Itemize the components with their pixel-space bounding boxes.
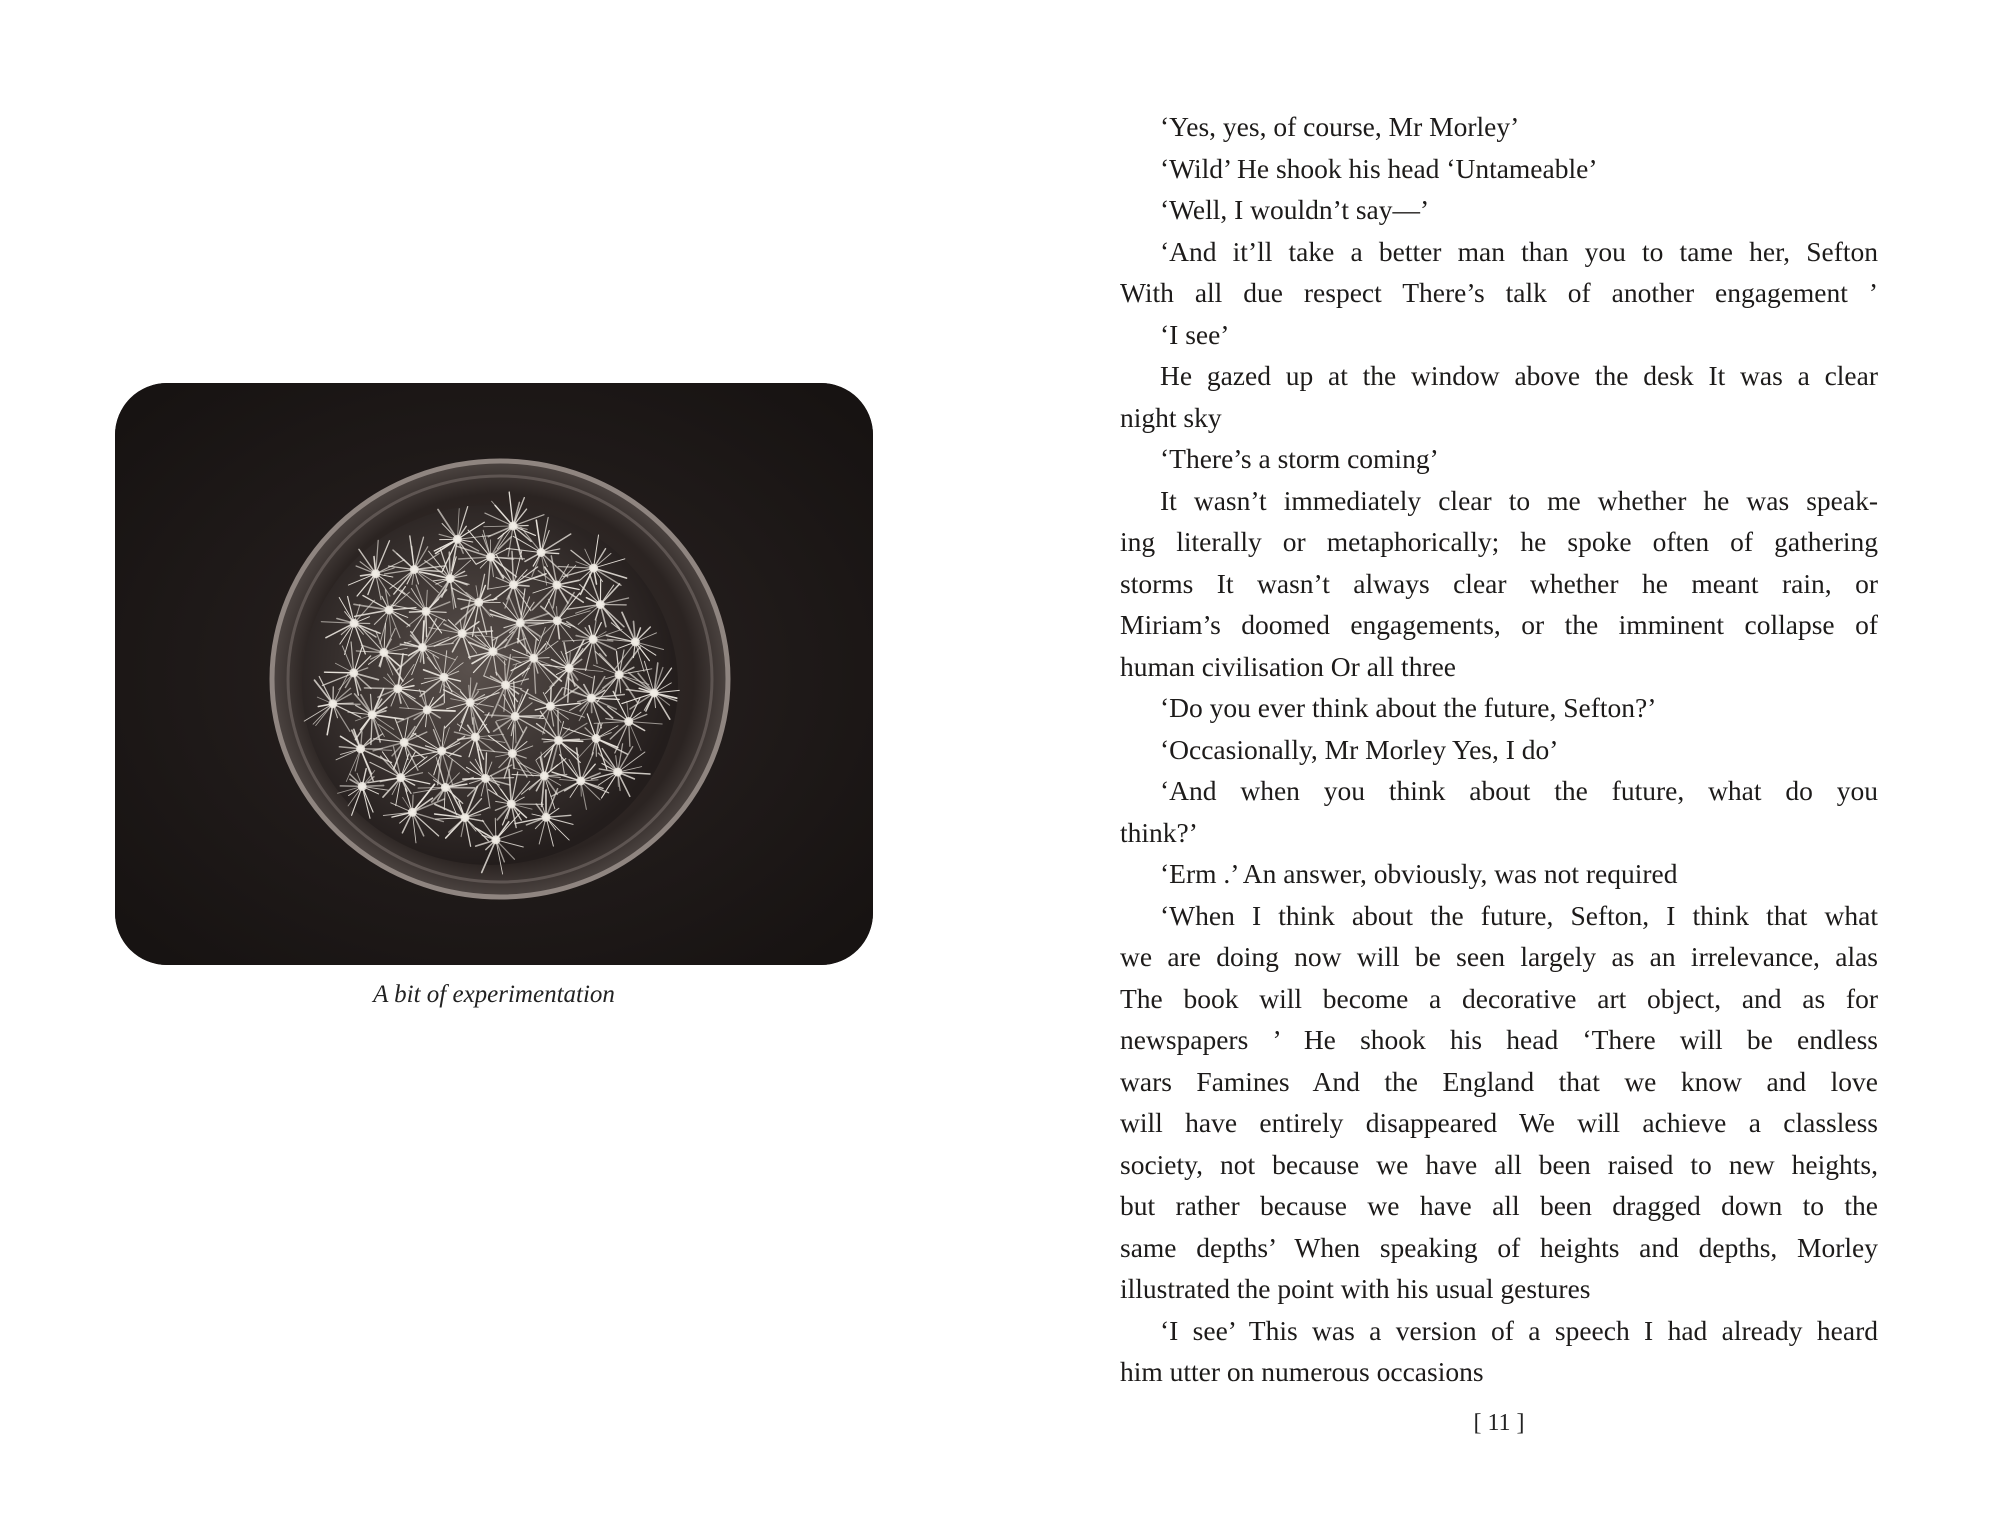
text-line: illustrated the point with his usual gestures: [1120, 1273, 1591, 1304]
text-line: think?’: [1120, 816, 1198, 848]
text-line: night sky: [1120, 401, 1222, 433]
figure-caption: A bit of experimentation: [373, 981, 615, 1008]
text-line: ‘Do you ever think about the future, Sefton?’: [1160, 692, 1657, 723]
text-line: ‘Erm .’ An answer, obviously, was not required: [1160, 858, 1678, 889]
text-line: human civilisation Or all three: [1120, 650, 1457, 682]
text-line: ‘Well, I wouldn’t say—’: [1160, 194, 1430, 225]
text-line: society, not because we have all been raised to new heights,: [1120, 1148, 1878, 1180]
body-text: [1120, 106, 1878, 1393]
text-line: ‘When I think about the future, Sefton, I think that what: [1160, 899, 1878, 931]
text-line: Miriam’s doomed engagements, or the imminent collapse of: [1120, 609, 1878, 640]
text-line: storms It wasn’t always clear whether he meant rain, or: [1120, 567, 1878, 599]
text-line: ‘Wild’ He shook his head ‘Untameable’: [1160, 152, 1598, 184]
text-line: we are doing now will be seen largely as an irrelevance, alas: [1120, 941, 1878, 972]
text-line: ing literally or metaphorically; he spoke often of gathering: [1120, 526, 1878, 557]
cactus-photo-icon: [115, 383, 873, 965]
text-line: ‘I see’: [1160, 318, 1230, 350]
text-line: same depths’ When speaking of heights and depths, Morley: [1120, 1231, 1878, 1263]
text-line: ‘Yes, yes, of course, Mr Morley’: [1160, 111, 1520, 142]
text-line: ‘There’s a storm coming’: [1160, 443, 1439, 474]
text-line: newspapers ’ He shook his head ‘There will be endless: [1120, 1024, 1878, 1055]
text-line: With all due respect There’s talk of another engagement ’: [1120, 277, 1878, 308]
text-line: ‘And it’ll take a better man than you to tame her, Sefton: [1160, 235, 1878, 267]
text-line: him utter on numerous occasions: [1120, 1356, 1484, 1387]
text-line: will have entirely disappeared We will achieve a classless: [1120, 1107, 1878, 1138]
text-line: wars Famines And the England that we know and love: [1120, 1065, 1878, 1097]
text-line: He gazed up at the window above the desk It was a clear: [1160, 360, 1878, 391]
text-line: It wasn’t immediately clear to me whether he was speak-: [1160, 484, 1878, 516]
text-line: ‘Occasionally, Mr Morley Yes, I do’: [1160, 733, 1559, 765]
page-number: [ 11 ]: [1473, 1410, 1525, 1436]
text-line: The book will become a decorative art object, and as for: [1120, 982, 1878, 1014]
text-line: ‘I see’ This was a version of a speech I had already heard: [1160, 1314, 1878, 1346]
text-line: but rather because we have all been dragged down to the: [1120, 1190, 1878, 1221]
text-line: ‘And when you think about the future, what do you: [1160, 775, 1878, 806]
